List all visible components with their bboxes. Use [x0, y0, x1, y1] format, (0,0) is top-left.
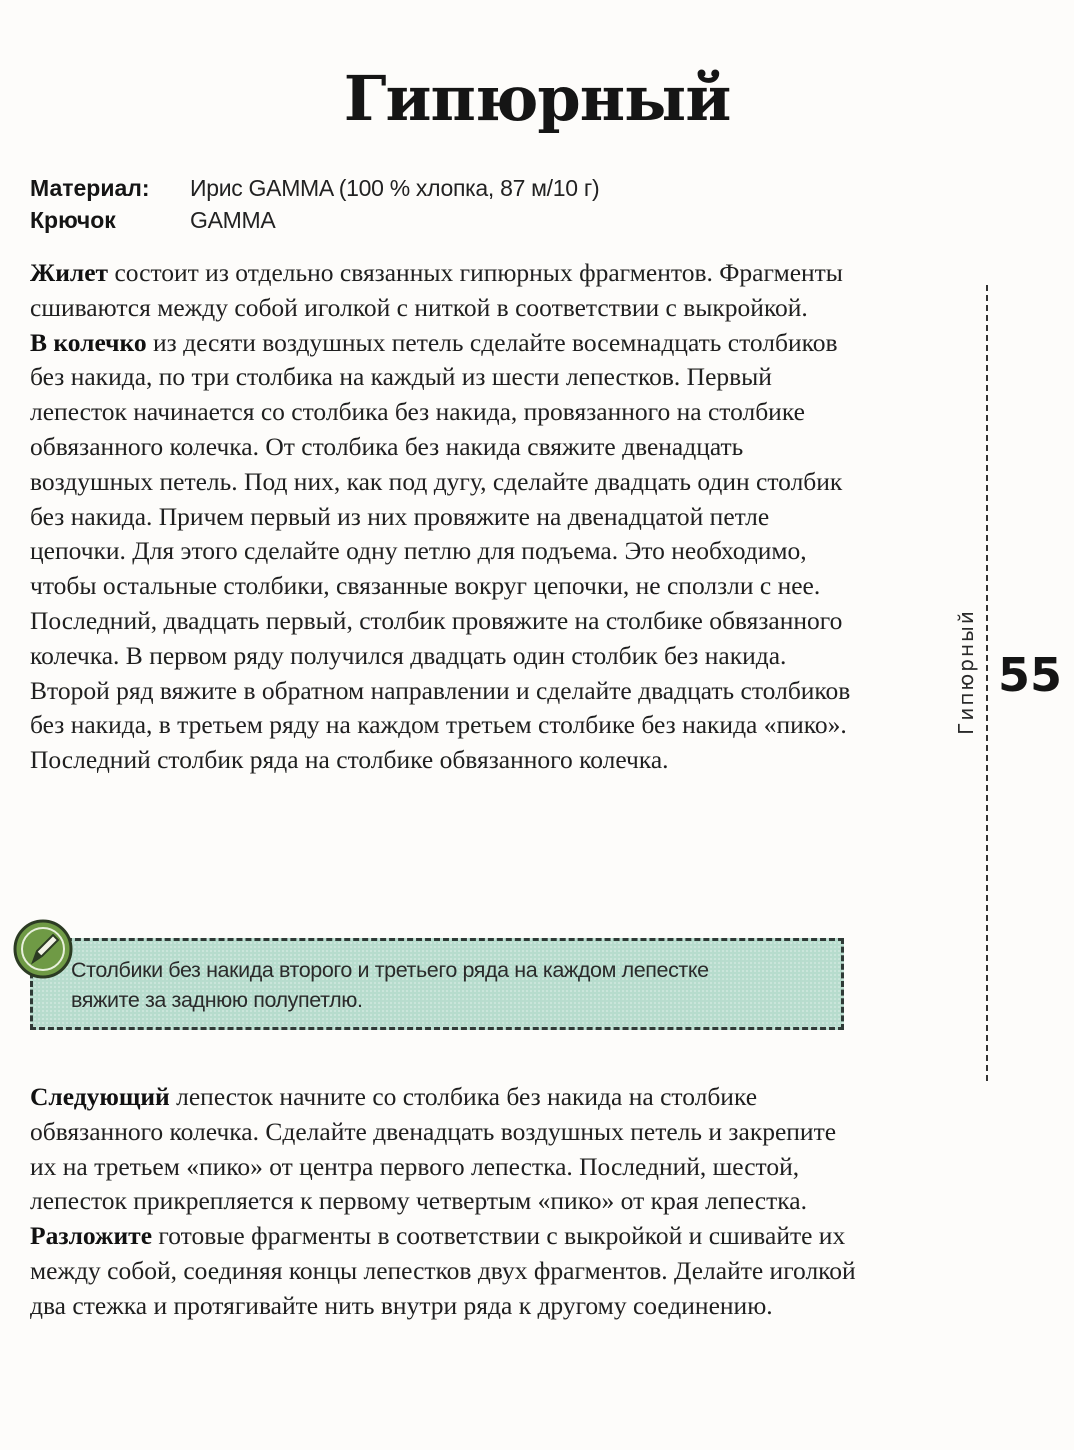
- hook-label: Крючок: [30, 207, 116, 233]
- intro-paragraph-2: [30, 326, 860, 778]
- page-title: Гипюрный: [343, 62, 731, 135]
- next-paragraph-1-lead: Следующий: [30, 1082, 170, 1111]
- instructions-intro: [30, 256, 860, 778]
- pencil-icon: [12, 918, 74, 980]
- material-value: Ирис GAMMA (100 % хлопка, 87 м/10 г): [190, 175, 600, 201]
- page-number: 55: [998, 648, 1063, 702]
- tip-text: Столбики без накида второго и третьего ряда на каждом лепестке вяжите за заднюю полупетлю.: [71, 958, 709, 1012]
- side-divider: [986, 285, 988, 1081]
- material-label: Материал:: [30, 175, 150, 201]
- instructions-continued: [30, 1080, 860, 1324]
- intro-paragraph-1: [30, 256, 860, 326]
- next-paragraph-2-lead: Разложите: [30, 1221, 153, 1251]
- intro-paragraph-2-text: из десяти воздушных петель сделайте восемнадцать столбиков без накида, по три столбика на каждый из шести лепестков. Первый лепесток начинается со столбика без накида, провязанного на столбике обвязанного колечка. От столбика без накида свяжите двенадцать воздушных петель. Под них, как под дугу, сделайте двадцать один столбик без накида. Причем первый из них провяжите на двенадцатой петле цепочки. Для этого сделайте одну петлю для подъема. Это необходимо, чтобы остальные столбики, связанные вокруг цепочки, не сползли с нее. Последний, двадцать первый, столбик провяжите на столбике обвязанного колечка. В первом ряду получился двадцать один столбик без накида. Второй ряд вяжите в обратном направлении и сделайте двадцать столбиков без накида, в третьем ряду на каждом третьем столбике без накида «пико». Последний столбик ряда на столбике обвязанного колечка.: [30, 327, 851, 775]
- intro-paragraph-1-lead: Жилет: [30, 258, 109, 287]
- next-paragraph-2-text: готовые фрагменты в соответствии с выкройкой и сшивайте их между собой, соединяя концы лепестков двух фрагментов. Делайте иголкой два стежка и протягивайте нить внутри ряда к другому соединению.: [30, 1221, 856, 1320]
- next-paragraph-1-text: лепесток начните со столбика без накида на столбике обвязанного колечка. Сделайте двенадцать воздушных петель и закрепите их на третьем «пико» от центра первого лепестка. Последний, шестой, лепесток прикрепляется к первому четвертым «пико» от края лепестка.: [30, 1082, 837, 1216]
- intro-paragraph-2-lead: В колечко: [30, 327, 147, 357]
- material-row: [30, 172, 599, 204]
- hook-row: [30, 204, 599, 236]
- side-section-label: Гипюрный: [954, 603, 978, 741]
- next-paragraph-2: [30, 1219, 860, 1323]
- tip-box: [30, 938, 844, 1030]
- intro-paragraph-1-text: состоит из отдельно связанных гипюрных фрагментов. Фрагменты сшиваются между собой иголкой с ниткой в соответствии с выкройкой.: [30, 258, 843, 322]
- hook-value: GAMMA: [190, 207, 276, 233]
- next-paragraph-1: [30, 1080, 860, 1219]
- materials-block: [30, 172, 599, 236]
